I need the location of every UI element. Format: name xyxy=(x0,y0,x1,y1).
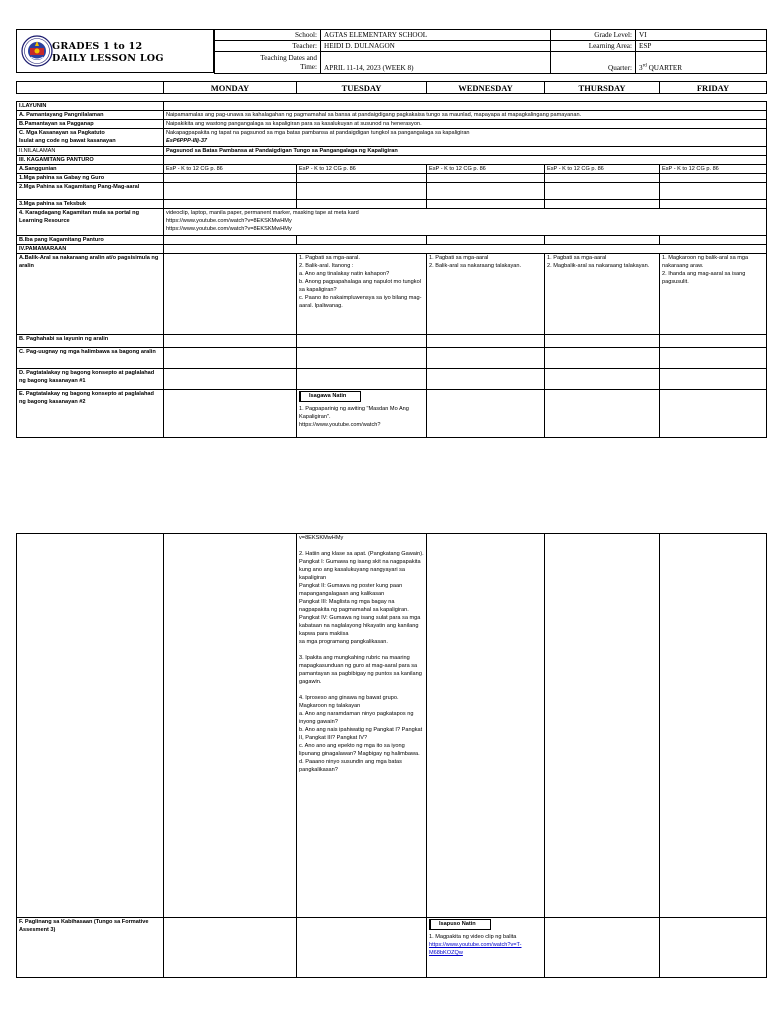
cell-empty xyxy=(297,174,427,183)
cell-empty xyxy=(660,390,767,438)
teacher-value: HEIDI D. DULNAGON xyxy=(321,41,551,52)
cell-empty xyxy=(427,534,545,918)
cell-empty xyxy=(660,174,767,183)
area-value: ESP xyxy=(636,41,767,52)
cell-empty xyxy=(545,390,660,438)
kasanayan-value xyxy=(164,129,767,147)
cell-empty xyxy=(17,534,164,918)
isapuso-video-link[interactable]: https://www.youtube.com/watch?v=T-M68bKOZQw xyxy=(429,942,522,956)
cell-empty xyxy=(164,200,297,209)
row-label-pamamaraan: IV.PAMAMARAAN xyxy=(17,245,164,254)
sanggunian-wed: EsP - K to 12 CG p. 86 xyxy=(427,165,545,174)
cell-empty xyxy=(164,174,297,183)
balik-aral-tue: 1. Pagbati sa mga-aaral. 2. Balik-aral. Itanong : a. Ano ang tinalakay natin kahapon? b. Anong pagpapahalaga ang napulot mo tungkol sa kapaligiran? c. Paano ito nakaimpluwensya sa iyo bilang mag-aaral. Ipaliwanag. xyxy=(297,254,427,335)
cell-empty xyxy=(427,183,545,200)
row-label-pamantayan-pagganap: B.Pamantayan sa Pagganap xyxy=(17,120,164,129)
cell-empty xyxy=(660,348,767,369)
cell-empty xyxy=(297,348,427,369)
day-header-monday: MONDAY xyxy=(164,82,297,94)
cell-empty xyxy=(427,200,545,209)
document-title-line1: GRADES 1 to 12 xyxy=(52,41,143,52)
cell-empty xyxy=(545,174,660,183)
sanggunian-mon: EsP - K to 12 CG p. 86 xyxy=(164,165,297,174)
day-header-wednesday: WEDNESDAY xyxy=(427,82,545,94)
dates-label-line2: Time: xyxy=(300,62,317,71)
day-header-thursday: THURSDAY xyxy=(545,82,660,94)
paglinang-wed xyxy=(427,918,545,978)
lesson-grid xyxy=(16,101,767,438)
day-header-friday: FRIDAY xyxy=(660,82,767,94)
isapuso-natin-text: 1. Magpakita ng video clip ng balita xyxy=(429,934,517,940)
cell-empty xyxy=(164,918,297,978)
area-label: Learning Area: xyxy=(551,41,636,52)
pamantayan-pagganap-value: Naipakikita ang wastong pangangalaga sa kapaligiran para sa kasalukuyan at susunod na henerasyon. xyxy=(164,120,767,129)
row-label-pag-uugnay: C. Pag-uugnay ng mga halimbawa sa bagong aralin xyxy=(17,348,164,369)
row-label-nilalaman: II.NILALAMAN xyxy=(17,147,164,156)
row-label-pamantayan-nilalaman: A. Pamantayang Pangnilalaman xyxy=(17,111,164,120)
balik-aral-fri: 1. Magkaroon ng balik-aral sa mga nakaraang araw. 2. Ihanda ang mag-aaral sa isang pagsusulit. xyxy=(660,254,767,335)
balik-aral-wed: 1. Pagbati sa mga-aaral 2. Balik-aral sa nakaraang talakayan. xyxy=(427,254,545,335)
cell-empty xyxy=(297,369,427,390)
kasanayan-text: Nakapagpapakita ng tapat na pagsunod sa mga batas pambansa at pandaigdigan tungkol sa pangangalaga sa kapaligiran xyxy=(166,130,470,136)
cell-empty xyxy=(427,369,545,390)
karagdagang-link-1[interactable]: https://www.youtube.com/watch?v=8EKSKMwHMy xyxy=(166,218,292,224)
cell-empty xyxy=(297,236,427,245)
cell-empty xyxy=(164,348,297,369)
cell-empty xyxy=(164,236,297,245)
cell-empty xyxy=(427,236,545,245)
cell-empty xyxy=(660,200,767,209)
row-label-kagamitan: III. KAGAMITANG PANTURO xyxy=(17,156,164,165)
document-title-line2: DAILY LESSON LOG xyxy=(52,53,164,64)
isapuso-natin-badge: Isapuso Natin xyxy=(429,919,491,930)
lesson-log-header xyxy=(16,29,766,73)
cell-empty xyxy=(545,534,660,918)
row-label-kagamitang-pang-mag-aaral: 2.Mga Pahina sa Kagamitang Pang-Mag-aaral xyxy=(17,183,164,200)
row-label-kasanayan xyxy=(17,129,164,147)
balik-aral-thu: 1. Pagbati sa mga-aaral 2. Magbalik-aral sa nakaraang talakayan. xyxy=(545,254,660,335)
cell-empty xyxy=(545,348,660,369)
day-header-blank xyxy=(17,82,164,94)
pamantayan-nilalaman-value: Naipamamalas ang pag-unawa sa kahalagahan ng pagmamahal sa bansa at pandaigdigang pagkakaisa tungo sa maunlad, mapayapa at mapagkalingang pamayanan. xyxy=(164,111,767,120)
dates-label-line1: Teaching Dates and xyxy=(260,53,317,62)
sanggunian-thu: EsP - K to 12 CG p. 86 xyxy=(545,165,660,174)
row-label-teksbuk: 3.Mga pahina sa Teksbuk xyxy=(17,200,164,209)
cell-empty xyxy=(660,369,767,390)
cell-empty xyxy=(164,390,297,438)
day-header-table xyxy=(16,81,767,94)
cell-empty xyxy=(427,390,545,438)
lesson-grid-continued xyxy=(16,533,767,978)
row-label-gabay: 1.Mga pahina sa Gabay ng Guro xyxy=(17,174,164,183)
cell-empty xyxy=(297,200,427,209)
dates-value: APRIL 11-14, 2023 (WEEK 8) xyxy=(321,52,551,74)
quarter-text: 3rd QUARTER xyxy=(639,63,683,72)
cell-empty xyxy=(545,236,660,245)
row-label-iba-pang: B.Iba pang Kagamitang Panturo xyxy=(17,236,164,245)
row-empty xyxy=(164,156,767,165)
balik-aral-mon xyxy=(164,254,297,335)
sanggunian-fri: EsP - K to 12 CG p. 86 xyxy=(660,165,767,174)
teacher-label: Teacher: xyxy=(215,41,321,52)
quarter-value xyxy=(636,52,767,74)
cell-empty xyxy=(427,348,545,369)
title-box xyxy=(16,29,214,73)
deped-seal-icon xyxy=(21,35,53,67)
cell-empty xyxy=(164,369,297,390)
cell-empty xyxy=(660,534,767,918)
row-label-karagdagang: 4. Karagdagang Kagamitan mula sa portal ng Learning Resource xyxy=(17,209,164,236)
cell-empty xyxy=(297,183,427,200)
row-label-pagtatalakay-1: D. Pagtatalakay ng bagong konsepto at paglalahad ng bagong kasanayan #1 xyxy=(17,369,164,390)
isagawa-natin-text: 1. Pagpaparinig ng awiting "Masdan Mo Ang Kapaligiran". https://www.youtube.com/watch? xyxy=(299,406,409,428)
row-label-balik-aral: A.Balik-Aral sa nakaraang aralin at/o pagsisimula ng aralin xyxy=(17,254,164,335)
cell-empty xyxy=(545,335,660,348)
cell-empty xyxy=(297,918,427,978)
cell-empty xyxy=(545,369,660,390)
kasanayan-label-line2: Isulat ang code ng bawat kasanayan xyxy=(19,138,116,144)
cell-empty xyxy=(427,174,545,183)
pagtatalakay-2-tue xyxy=(297,390,427,438)
cell-empty xyxy=(660,918,767,978)
cell-empty xyxy=(164,183,297,200)
quarter-ordinal-suffix: rd xyxy=(642,63,647,69)
cell-empty xyxy=(545,918,660,978)
row-empty xyxy=(164,245,767,254)
school-value: AGTAS ELEMENTARY SCHOOL xyxy=(321,30,551,41)
row-label-pagtatalakay-2: E. Pagtatalakay ng bagong konsepto at paglalahad ng bagong kasanayan #2 xyxy=(17,390,164,438)
karagdagang-materials: videoclip, laptop, manila paper, permanent marker, masking tape at meta kard xyxy=(166,210,359,216)
sanggunian-tue: EsP - K to 12 CG p. 86 xyxy=(297,165,427,174)
cell-empty xyxy=(427,335,545,348)
karagdagang-value xyxy=(164,209,767,236)
school-label: School: xyxy=(215,30,321,41)
cell-empty xyxy=(297,335,427,348)
kasanayan-code: EsP6PPP-IIIj-37 xyxy=(166,138,208,144)
row-label-sanggunian: A.Sanggunian xyxy=(17,165,164,174)
info-table xyxy=(214,29,767,74)
grade-label: Grade Level: xyxy=(551,30,636,41)
cell-empty xyxy=(660,335,767,348)
cell-empty xyxy=(545,200,660,209)
cell-empty xyxy=(164,534,297,918)
row-label-layunin: I.LAYUNIN xyxy=(17,102,164,111)
pagtatalakay-2-tue-continued: v=8EKSKMwHMy 2. Hatiin ang klase sa apat. (Pangkatang Gawain). Pangkat I: Gumawa ng isang skit na nagpapakita kung ano ang kasalukuyang nangyayari sa kapaligiran Pangkat II: Gumawa ng poster kung paan mapangangalagaan ang kalikasan Pangkat III: Maglista ng mga bagay na nagpapakita ng pagmamahal sa kapaligiran. Pangkat IV: Gumawa ng isang sulat para sa mga kabataan na naglalayong hikayatin ang kanilang kapwa para makiisa sa mga programang pangkalikasan. 3. Ipakita ang mungkahing rubric na maaring mapagkasunduan ng guro at mag-aaral para sa pamantayan sa pagbibigay ng puntos sa kanilang gagawin. 4. Iproseso ang ginawa ng bawat grupo. Magkaroon ng talakayan a. Ano ang naramdaman ninyo pagkatapos ng inyong gawain? b. Ano ang nais ipahiwatig ng Pangkat I? Pangkat II, Pangkat III? Pangkat IV? c. Ano ano ang epekto ng mga ito sa iyong lipunang ginagalawan? Magbigay ng halimbawa. d. Paaano ninyo susundin ang mga batas pangkalikasan? xyxy=(297,534,427,918)
quarter-label: Quarter: xyxy=(551,52,636,74)
row-label-paghahabi: B. Paghahabi sa layunin ng aralin xyxy=(17,335,164,348)
cell-empty xyxy=(545,183,660,200)
isagawa-natin-badge: Isagawa Natin xyxy=(299,391,361,402)
cell-empty xyxy=(164,335,297,348)
nilalaman-value: Pagsunod sa Batas Pambansa at Pandaigdigan Tungo sa Pangangalaga ng Kapaligiran xyxy=(164,147,767,156)
cell-empty xyxy=(660,236,767,245)
cell-empty xyxy=(660,183,767,200)
grade-value: VI xyxy=(636,30,767,41)
row-empty xyxy=(164,102,767,111)
karagdagang-link-2[interactable]: https://www.youtube.com/watch?v=8EKSKMwHMy xyxy=(166,226,292,232)
dates-label xyxy=(215,52,321,74)
day-header-tuesday: TUESDAY xyxy=(297,82,427,94)
kasanayan-label-line1: C. Mga Kasanayan sa Pagkatuto xyxy=(19,130,105,136)
row-label-paglinang: F. Paglinang sa Kabihasaan (Tungo sa Formative Assesment 3) xyxy=(17,918,164,978)
